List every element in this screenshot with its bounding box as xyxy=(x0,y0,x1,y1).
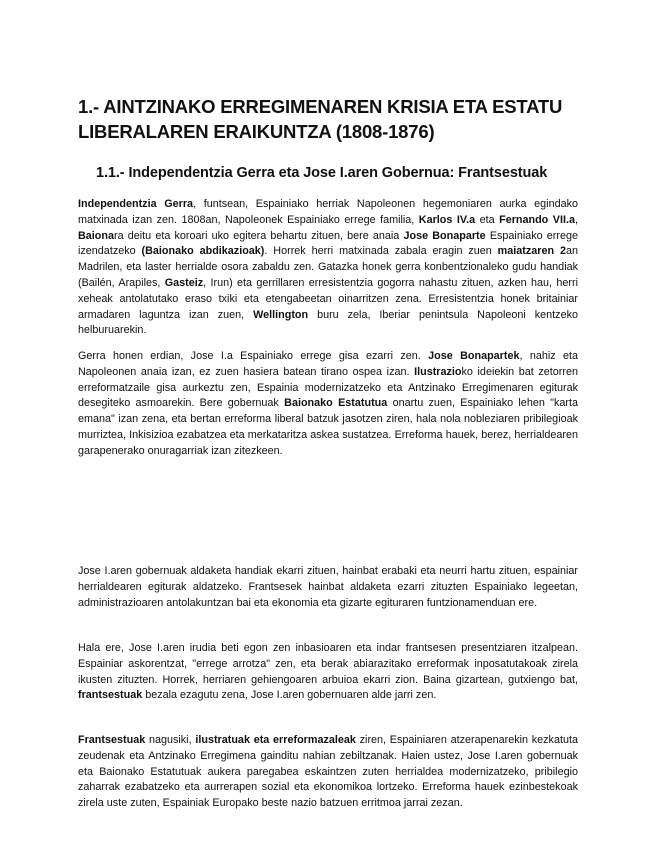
bold-term: maiatzaren 2 xyxy=(497,245,566,258)
text-run: , Irun) eta gerrillaren erresistentzia gogorra nahastu zituen, azken hau, herri xeheak antolatutako eraso txiki eta etengabeetan oinarritzen zena. Erresistentzia honek britainiar armadaren laguntza izan zuen, xyxy=(78,276,578,321)
text-run: , funtsean, Espainiako herriak Napoleonen hegemoniaren aurka egindako matxinada izan zen. 1808an, Napoleonek Espainiako errege familia, xyxy=(78,198,578,226)
text-run: bezala ezagutu zena, Jose I.aren gobernuaren alde jarri zen. xyxy=(142,689,437,702)
paragraph xyxy=(78,733,578,812)
text-run: Espainiako errege izendatzeko xyxy=(78,229,578,258)
text-run: buru zela, Iberiar penintsula Napoleoni kentzeko helburuarekin. xyxy=(78,308,578,337)
bold-term: Baiona xyxy=(78,229,114,242)
bold-term: Independentzia Gerra xyxy=(78,198,194,210)
text-run: Gerra honen erdian, Jose I.a Espainiako errege gisa ezarri zen. xyxy=(78,350,429,362)
text-run: Jose I.aren gobernuak aldaketa handiak ekarri zituen, hainbat erabaki eta neurri hartu zituen, espainiar herrialdearen egiturak aldatzeko. Frantsesek hainbat aldaketa ezarri zituzten Espainiako legeetan, administrazioaren antolakuntzan bai eta ekonomia eta gizarte egituraren funtzionamenduan ere. xyxy=(78,565,578,609)
paragraph xyxy=(78,197,578,339)
bold-term: Jose Bonapartek xyxy=(428,350,520,362)
bold-term: Karlos IV.a xyxy=(418,213,476,226)
bold-term: ilustratuak eta erreformazaleak xyxy=(195,734,356,746)
text-run: Hala ere, Jose I.aren irudia beti egon zen inbasioaren eta indar frantsesen presentziaren itzalpean. Espainiar askorentzat, "errege arrotza" zen, eta berak abiarazitako erreformak inposatutakoak zirela ikusten zituzten. Horrek, herriaren gehiengoaren arbuioa ekarri zion. Baina gizartean, gutxiengo bat, xyxy=(78,642,578,686)
bold-term: Frantsestuak xyxy=(78,734,146,746)
bold-term: Baionako Estatutua xyxy=(284,397,388,410)
text-run: eta xyxy=(475,213,500,226)
text-run: , nahiz eta Napoleonen anaia izan, ez zuen hasiera batean tirano ospea izan. xyxy=(78,350,578,378)
bold-term: Ilustrazio xyxy=(414,365,462,378)
text-run: ra deitu eta koroari uko egitera behartu zituen, bere anaia xyxy=(114,229,404,242)
paragraph xyxy=(78,564,578,611)
bold-term: Gasteiz xyxy=(164,276,204,289)
text-run: . Horrek herri matxinada zabala eragin zuen xyxy=(264,245,498,258)
bold-term: Fernando VII.a xyxy=(499,213,575,226)
text-run: , xyxy=(574,213,578,226)
document-title: 1.- AINTZINAKO ERREGIMENAREN KRISIA ETA ESTATU LIBERALAREN ERAIKUNTZA (1808-1876) xyxy=(78,96,563,142)
text-run: ziren, Espainiaren atzerapenarekin kezkatuta zeudenak eta Antzinako Erregimena gainditu nahian zebiltzanak. Haien ustez, Jose I.aren gobernuak eta Baionako Estatutuak aukera paregabea eskaintzen zuten herrialdea modernizatzeko, pribilegio zaharrak ezabatzeko eta aurrerapen sozial eta ekonomikoa lortzeko. Erreforma hauek ezinbestekoak zirela uste zuten, Espainiak Europako beste nazio batzuen erritmoa jarrai zezan. xyxy=(78,734,578,810)
bold-term: Wellington xyxy=(253,308,309,321)
bold-term: frantsestuak xyxy=(78,689,143,702)
bold-term: Jose Bonaparte xyxy=(403,229,486,242)
paragraph xyxy=(78,641,578,704)
paragraph xyxy=(78,349,578,460)
text-run: nagusiki, xyxy=(145,734,196,746)
text-run: ko ideiekin bat zetorren erreformatzaile gisa aurkeztu zen, Espainia modernizatzeko eta Antzinako Erregimenaren egiturak desegiteko asmoarekin. Bere gobernuak xyxy=(78,365,578,410)
bold-term: (Baionako abdikazioak) xyxy=(141,245,265,258)
text-run: an Madrilen, eta laster herrialde osora zabaldu zen. Gatazka honek gerra konbentzionaleko gudu handiak (Bailén, Arapiles, xyxy=(78,245,578,289)
text-run: onartu zuen, Espainiako lehen "karta emana" izan zena, eta bertan erreforma liberal batzuk jasotzen ziren, hala nola nobleziaren pribilegioak murriztea, Inkisizioa ezabatzea eta merkataritza askea sustatzea. Erreforma hauek, berez, herrialdearen garapenerako onuragarriak izan zitezkeen. xyxy=(78,397,578,457)
document-page xyxy=(78,94,578,810)
section-heading: 1.1.- Independentzia Gerra eta Jose I.aren Gobernua: Frantsestuak xyxy=(96,165,548,181)
